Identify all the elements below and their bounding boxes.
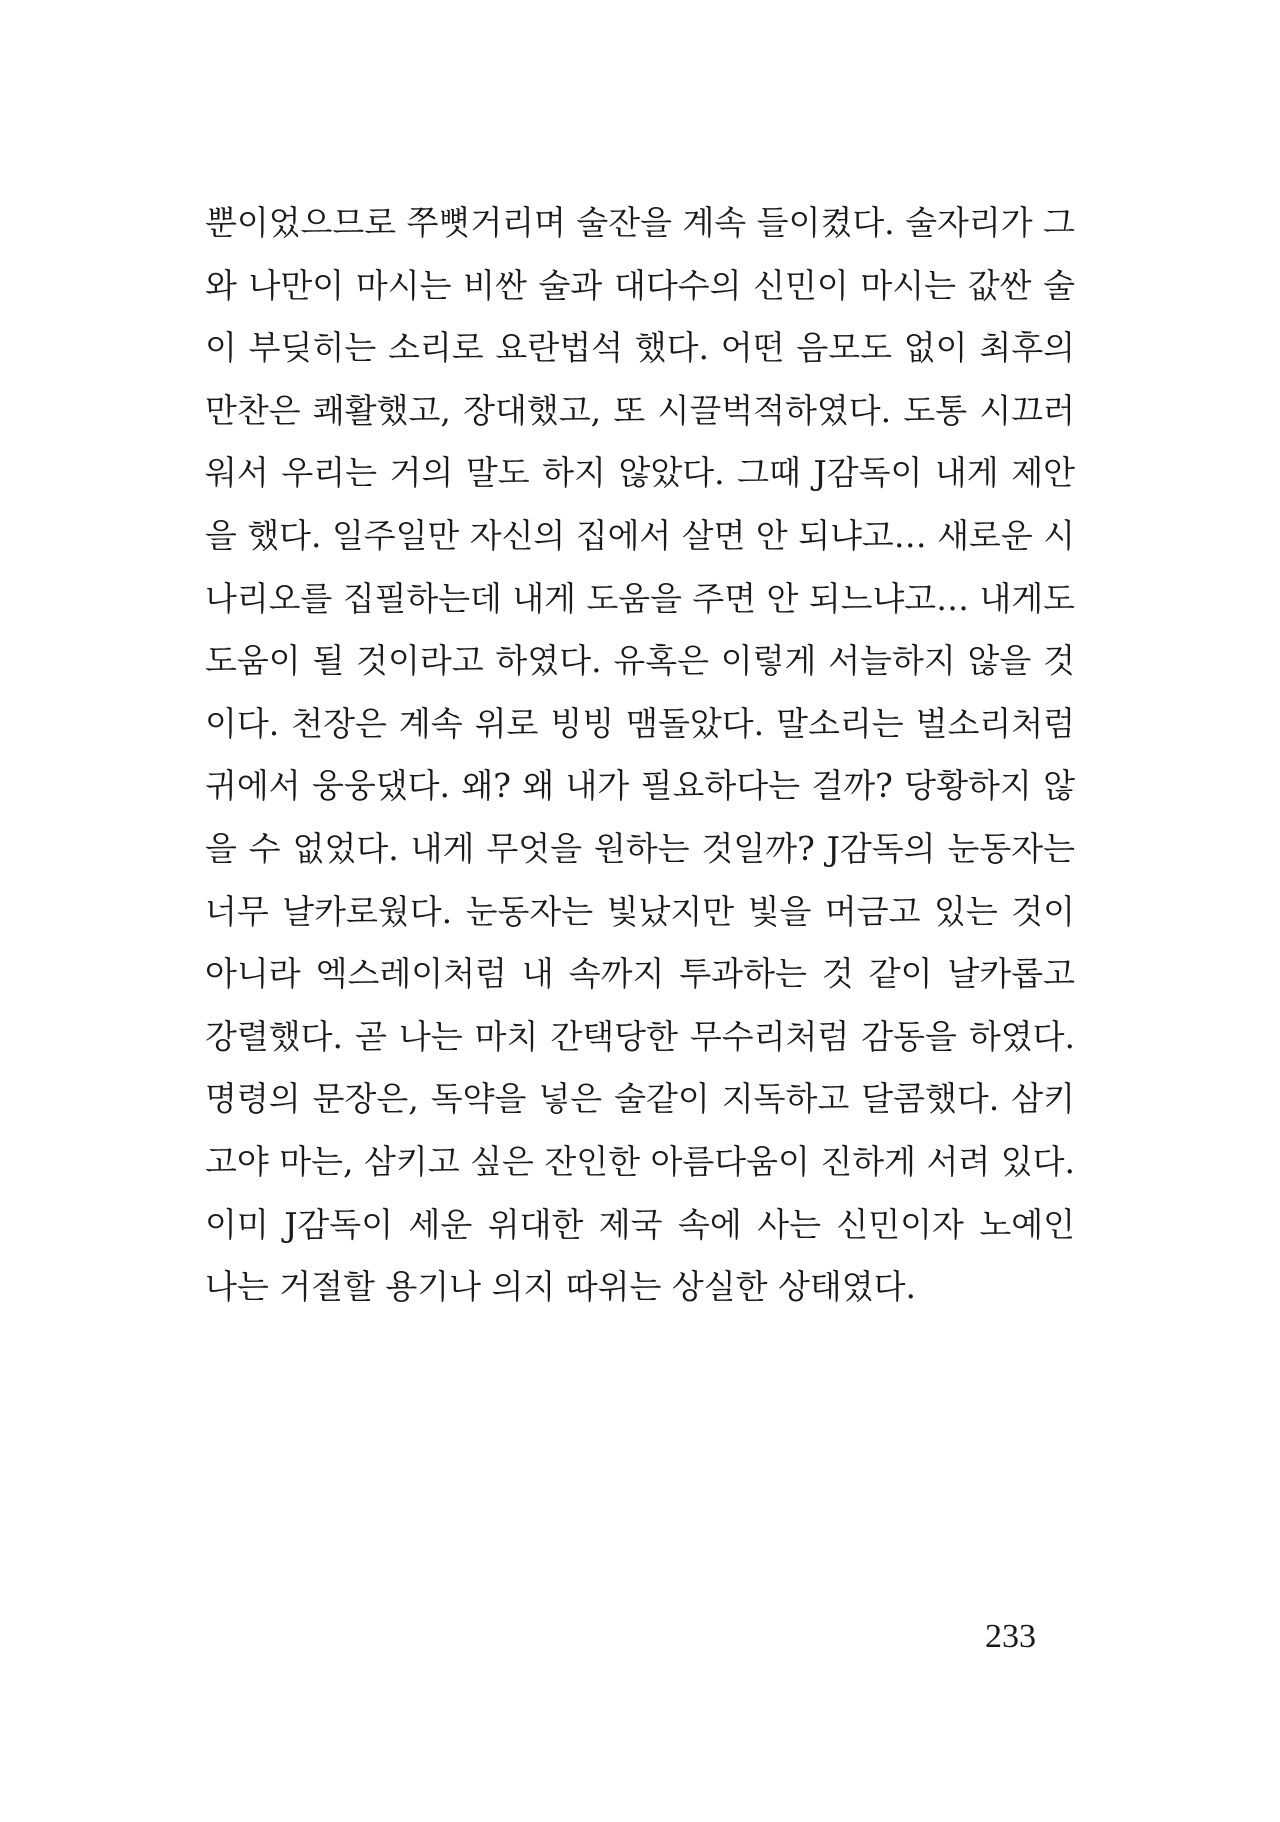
text-line: 나는 거절할 용기나 의지 따위는 상실한 상태였다.	[205, 1267, 916, 1307]
text-line: 워서 우리는 거의 말도 하지 않았다. 그때 J감독이 내게 제안	[205, 453, 1075, 493]
text-line: 도움이 될 것이라고 하였다. 유혹은 이렇게 서늘하지 않을 것	[205, 641, 1075, 681]
text-line: 을 수 없었다. 내게 무엇을 원하는 것일까? J감독의 눈동자는	[205, 828, 1075, 868]
text-line: 뿐이었으므로 쭈뼛거리며 술잔을 계속 들이켰다. 술자리가 그	[205, 203, 1075, 242]
text-line: 만찬은 쾌활했고, 장대했고, 또 시끌벅적하였다. 도통 시끄러	[205, 390, 1075, 430]
text-line: 고야 마는, 삼키고 싶은 잔인한 아름다움이 진하게 서려 있다.	[205, 1141, 1075, 1181]
text-line: 이미 J감독이 세운 위대한 제국 속에 사는 신민이자 노예인	[205, 1204, 1075, 1244]
text-line: 나리오를 집필하는데 내게 도움을 주면 안 되느냐고… 내게도	[205, 578, 1075, 618]
body-text	[205, 192, 1075, 1319]
text-line: 이 부딪히는 소리로 요란법석 했다. 어떤 음모도 없이 최후의	[205, 328, 1075, 368]
text-line: 이다. 천장은 계속 위로 빙빙 맴돌았다. 말소리는 벌소리처럼	[205, 703, 1075, 743]
text-line: 귀에서 웅웅댔다. 왜? 왜 내가 필요하다는 걸까? 당황하지 않	[205, 766, 1075, 806]
text-line: 와 나만이 마시는 비싼 술과 대다수의 신민이 마시는 값싼 술	[205, 265, 1075, 305]
page-number: 233	[985, 1618, 1036, 1655]
text-line: 너무 날카로웠다. 눈동자는 빛났지만 빛을 머금고 있는 것이	[205, 891, 1075, 931]
text-line: 아니라 엑스레이처럼 내 속까지 투과하는 것 같이 날카롭고	[205, 954, 1075, 994]
text-line: 명령의 문장은, 독약을 넣은 술같이 지독하고 달콤했다. 삼키	[205, 1079, 1075, 1119]
text-line: 강렬했다. 곧 나는 마치 간택당한 무수리처럼 감동을 하였다.	[205, 1016, 1075, 1056]
text-line: 을 했다. 일주일만 자신의 집에서 살면 안 되냐고… 새로운 시	[205, 515, 1075, 555]
